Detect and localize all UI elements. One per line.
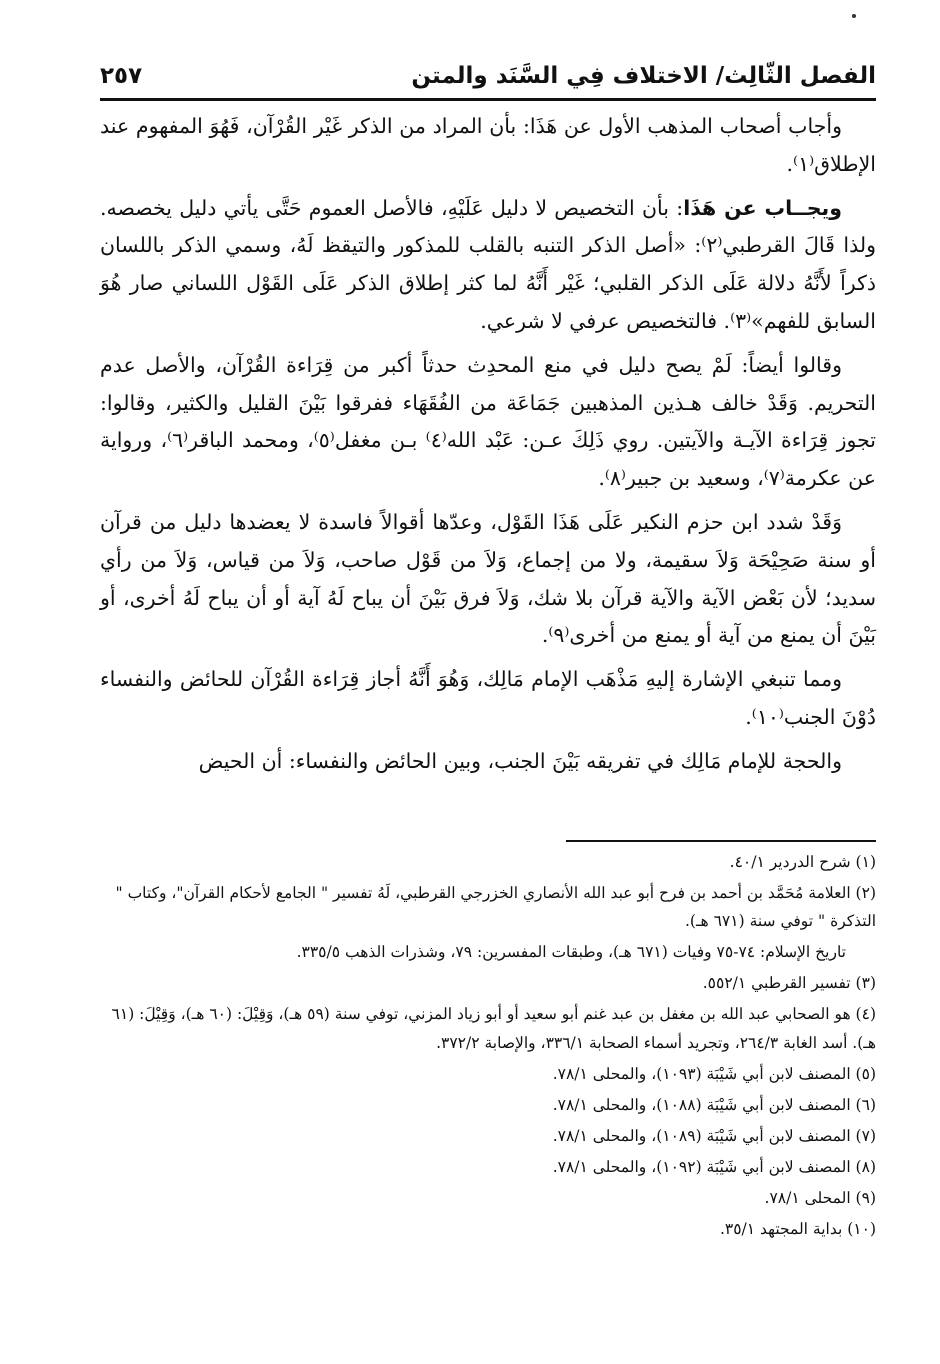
paragraph: والحجة للإمام مَالِك في تفريقه بَيْنَ الجنب، وبين الحائض والنفساء: أن الحيض bbox=[198, 748, 842, 773]
footnote: (٣) تفسير القرطبي ٥٥٢/١. bbox=[702, 974, 876, 993]
running-title: الفصل الثّالِث/ الاختلاف فِي السَّنَد والمتن bbox=[411, 63, 876, 89]
header-rule bbox=[100, 98, 876, 101]
footnote-rule bbox=[566, 840, 876, 842]
main-text bbox=[100, 108, 876, 787]
bold-lead: ويجــاب عن هَذَا bbox=[683, 195, 843, 220]
footnote: (٢) العلامة مُحَمَّد بن أحمد بن فرح أبو عبد الله الأنصاري الخزرجي القرطبي، لَهُ تفسير " الجامع لأحكام القرآن"، وكتاب " التذكرة " توفي سنة (٦٧١ هـ). bbox=[115, 884, 876, 931]
paragraph: وَقَدْ شدد ابن حزم النكير عَلَى هَذَا القَوْل، وعدّها أقوالاً فاسدة لا يعضدها دليل من قرآن أو سنة صَحِيْحَة وَلاَ سقيمة، ولا من إجماع، وَلاَ من قَوْل صاحب، وَلاَ من قياس، وَلاَ من رأي سديد؛ لأن بَعْض الآية والآية قرآن بلا شك، وَلاَ فرق بَيْنَ أن يباح لَهُ آية أو أن يباح لَهُ أخرى، أو بَيْنَ أن يمنع من آية أو يمنع من أخرى⁽٩⁾. bbox=[100, 509, 876, 648]
paragraph: ومما تنبغي الإشارة إليهِ مَذْهَب الإمام مَالِك، وَهُوَ أَنَّهُ أجاز قِرَاءة القُرْآن للحائض والنفساء دُوْنَ الجنب⁽١٠⁾. bbox=[100, 667, 876, 729]
page-header bbox=[100, 58, 876, 98]
footnote: (٥) المصنف لابن أبي شَيْبَة (١٠٩٣)، والمحلى ٧٨/١. bbox=[552, 1064, 876, 1083]
stray-ink-mark bbox=[852, 14, 856, 18]
footnote-continuation: تاريخ الإسلام: ٧٤-٧٥ وفيات (٦٧١ هـ)، وطبقات المفسرين: ٧٩، وشذرات الذهب ٣٣٥/٥. bbox=[296, 943, 846, 962]
footnote: (١) شرح الدردير ٤٠/١. bbox=[729, 853, 876, 871]
footnote: (٧) المصنف لابن أبي شَيْبَة (١٠٨٩)، والمحلى ٧٨/١. bbox=[552, 1126, 876, 1145]
page-number: ٢٥٧ bbox=[100, 63, 143, 89]
footnote: (٤) هو الصحابي عبد الله بن مغفل بن عبد غنم أبو سعيد أو أبو زياد المزني، توفي سنة (٥٩ هـ)، وَقِيْلَ: (٦٠ هـ)، وَقِيْلَ: (٦١ هـ). أسد الغابة ٢٦٤/٣، وتجريد أسماء الصحابة ٣٣٦/١، والإصابة ٣٧٢/٢. bbox=[111, 1005, 876, 1052]
paragraph: وأجاب أصحاب المذهب الأول عن هَذَا: بأن المراد من الذكر غَيْر القُرْآن، فَهُوَ المفهوم عند الإطلاق⁽١⁾. bbox=[100, 114, 876, 176]
paragraph-with-bold-lead bbox=[100, 190, 876, 341]
footnote: (٨) المصنف لابن أبي شَيْبَة (١٠٩٢)، والمحلى ٧٨/١. bbox=[552, 1157, 876, 1176]
paragraph: وقالوا أيضاً: لَمْ يصح دليل في منع المحدِث حدثاً أكبر من قِرَاءة القُرْآن، والأصل عدم التحريم. وَقَدْ خالف هـذين المذهبين جَمَاعَة من الفُقَهَاء ففرقوا بَيْنَ القليل والكثير، وقالوا: تجوز قِرَاءة الآيـة والآيتين. روي ذَلِكَ عـن: عَبْد الله⁽٤⁾ بـن مغفل⁽٥⁾، ومحمد الباقر⁽٦⁾، ورواية عن عكرمة⁽٧⁾، وسعيد بن جبير⁽٨⁾. bbox=[100, 352, 877, 491]
footnote: (١٠) بداية المجتهد ٣٥/١. bbox=[719, 1219, 876, 1238]
paragraph-rest: : بأن التخصيص لا دليل عَلَيْهِ، فالأصل العموم حَتَّى يأتي دليل يخصصه. ولذا قَالَ القرطبي⁽٢⁾: «أصل الذكر التنبه بالقلب للمذكور والتيقظ لَهُ، وسمي الذكر باللسان ذكراً لأَنَّهُ دلالة عَلَى الذكر القلبي؛ غَيْر أَنَّهُ لما كثر إطلاق الذكر عَلَى القَوْل اللساني صار هُوَ السابق للفهم»⁽٣⁾. فالتخصيص عرفي لا شرعي. bbox=[100, 195, 876, 333]
footnote: (٦) المصنف لابن أبي شَيْبَة (١٠٨٨)، والمحلى ٧٨/١. bbox=[552, 1095, 876, 1114]
footnote: (٩) المحلى ٧٨/١. bbox=[764, 1188, 876, 1207]
footnotes bbox=[100, 848, 876, 1246]
